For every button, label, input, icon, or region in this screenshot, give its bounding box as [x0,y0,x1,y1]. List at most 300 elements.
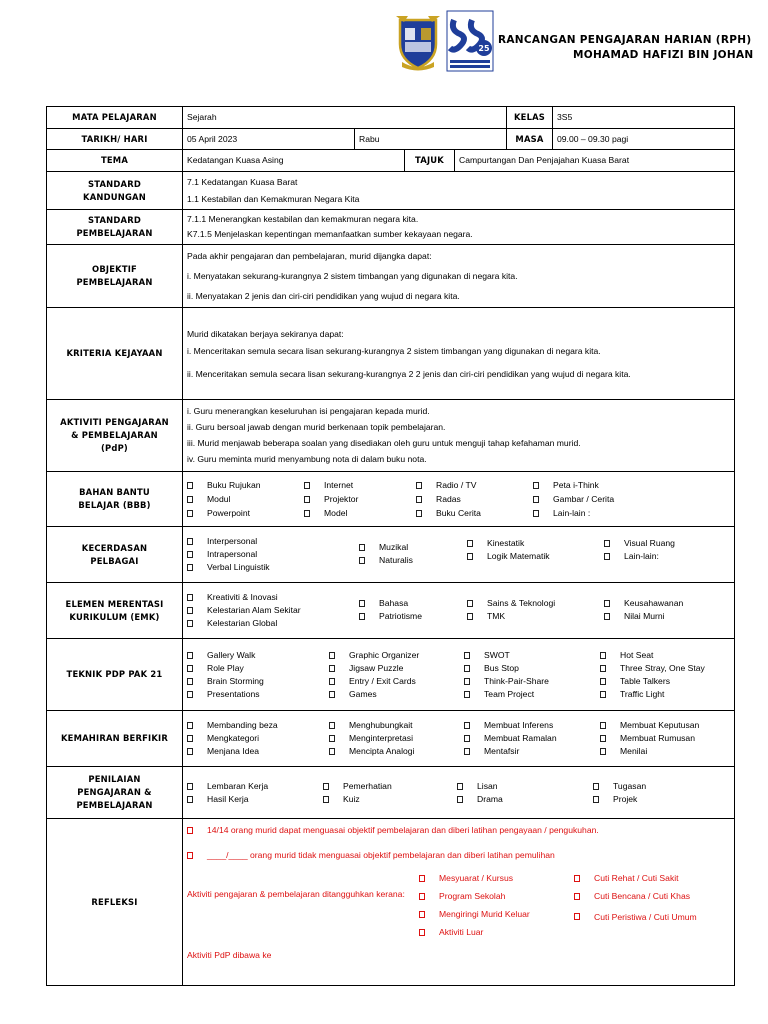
refleksi-sebab-option[interactable] [419,926,574,939]
checkbox-icon[interactable] [187,510,193,517]
emk-label [47,583,183,639]
mata-pelajaran-label: MATA PELAJARAN [47,107,183,129]
berfikir-option[interactable] [329,719,464,732]
kecerdasan-option[interactable] [187,561,359,574]
checkbox-icon[interactable] [329,678,335,685]
option-label: Role Play [207,662,244,673]
pak21-option[interactable] [329,649,464,662]
berfikir-col-1 [187,719,329,758]
pak21-option[interactable] [600,688,705,701]
option-label: Graphic Organizer [349,649,420,660]
bbb-option-label: Gambar / Cerita [553,493,615,504]
checkbox-icon[interactable] [604,540,610,547]
checkbox-icon[interactable] [600,652,606,659]
berfikir-option[interactable] [464,745,600,758]
emk-option[interactable] [187,604,359,617]
bbb-option-label: Buku Cerita [436,507,481,518]
checkbox-icon[interactable] [464,722,470,729]
option-label: Menghubungkait [349,720,413,730]
teacher-name: MOHAMAD HAFIZI BIN JOHAN [573,49,754,61]
row-standard-pembelajaran [47,210,735,245]
option-label: Membuat Ramalan [484,733,557,743]
option-label: Tugasan [613,780,647,791]
option-label: Kuiz [343,793,360,804]
kecerdasan-option[interactable] [187,548,359,561]
bbb-option[interactable] [304,493,416,506]
berfikir-option[interactable] [187,732,329,745]
option-label: Lisan [477,780,498,791]
aktiviti-label [47,400,183,472]
checkbox-icon[interactable] [304,496,310,503]
checkbox-icon[interactable] [359,613,365,620]
option-label: SWOT [484,649,510,660]
emk-option[interactable] [187,591,359,604]
checkbox-icon[interactable] [593,783,599,790]
masa-value: 09.00 – 09.30 pagi [553,129,735,150]
berfikir-option[interactable] [600,732,699,745]
option-label: Mentafsir [484,746,520,756]
refleksi-col-2 [574,872,724,939]
checkbox-icon[interactable] [416,496,422,503]
checkbox-icon[interactable] [604,613,610,620]
checkbox-icon[interactable] [533,482,539,489]
option-label: Kreativiti & Inovasi [207,592,278,602]
refleksi-sebab-option[interactable] [574,872,724,885]
option-label: Cuti Rehat / Cuti Sakit [594,873,679,883]
pak21-option[interactable] [187,649,329,662]
berfikir-col-2 [329,719,464,758]
hari-value: Rabu [355,129,507,150]
checkbox-icon[interactable] [187,564,193,571]
checkbox-icon[interactable] [467,553,473,560]
option-label: Muzikal [379,542,409,552]
option-label: Cuti Bencana / Cuti Khas [594,891,691,901]
pak21-content [183,639,735,711]
option-label: Gallery Walk [207,649,256,660]
row-aktiviti [47,400,735,472]
row-tema [47,150,735,172]
checkbox-icon[interactable] [187,691,193,698]
checkbox-icon[interactable] [593,796,599,803]
checkbox-icon[interactable] [533,510,539,517]
kecerdasan-option[interactable] [467,537,604,550]
objektif-line: ii. Menyatakan 2 jenis dan ciri-ciri pendidikan yang wujud di negara kita. [187,290,460,301]
checkbox-icon[interactable] [600,748,606,755]
aktiviti-line: ii. Guru bersoal jawab dengan murid berkenaan topik pembelajaran. [187,422,446,432]
berfikir-options [187,719,730,758]
option-label: Aktiviti Luar [439,927,484,937]
berfikir-option[interactable] [187,719,329,732]
checkbox-icon[interactable] [464,691,470,698]
penilaian-option[interactable] [323,793,457,806]
pak21-option[interactable] [600,675,705,688]
standard-kandungan-content [183,172,735,210]
emk-col-1 [187,591,359,630]
berfikir-content [183,711,735,767]
checkbox-icon[interactable] [187,482,193,489]
option-label: Jigsaw Puzzle [349,662,404,673]
option-label: Kelestarian Alam Sekitar [207,605,301,615]
bbb-option[interactable] [187,493,304,506]
kecerdasan-option[interactable] [604,537,675,550]
bbb-content [183,472,735,527]
kecerdasan-col-2 [359,535,467,574]
option-label: Program Sekolah [439,891,506,901]
checkbox-icon[interactable] [187,607,193,614]
checkbox-icon[interactable] [416,482,422,489]
checkbox-icon[interactable] [187,783,193,790]
checkbox-icon[interactable] [457,783,463,790]
penilaian-col-1 [187,780,323,806]
bbb-option[interactable] [533,493,673,506]
emk-option[interactable] [359,597,467,610]
penilaian-option[interactable] [457,793,593,806]
pak21-option[interactable] [329,688,464,701]
emk-option[interactable] [359,610,467,623]
bbb-option-label: Powerpoint [207,507,250,518]
bbb-option[interactable] [416,507,533,520]
checkbox-icon[interactable] [187,551,193,558]
emk-option[interactable] [467,597,604,610]
checkbox-icon[interactable] [329,652,335,659]
option-label: Hasil Kerja [207,793,249,804]
emk-col-4 [604,591,683,630]
bbb-option[interactable] [416,493,533,506]
option-label: Mencipta Analogi [349,746,415,756]
refleksi-sebab-option[interactable] [574,890,724,903]
mata-pelajaran-value: Sejarah [183,107,507,129]
checkbox-icon[interactable] [574,913,580,920]
pak21-option[interactable] [187,688,329,701]
emk-options [187,591,730,630]
bbb-option-label: Internet [324,479,354,490]
checkbox-icon[interactable] [604,553,610,560]
option-label: Bus Stop [484,662,519,673]
checkbox-icon[interactable] [187,665,193,672]
checkbox-icon[interactable] [187,496,193,503]
standard-pembelajaran-content [183,210,735,245]
option-label: Lain-lain: [624,551,659,561]
checkbox-icon[interactable] [329,748,335,755]
checkbox-icon[interactable] [187,722,193,729]
berfikir-option[interactable] [464,719,600,732]
checkbox-icon[interactable] [187,594,193,601]
checkbox-icon[interactable] [304,510,310,517]
kecerdasan-label-line: PELBAGAI [90,555,139,566]
checkbox-icon[interactable] [464,652,470,659]
standard-pembelajaran-label [47,210,183,245]
row-objektif [47,245,735,308]
bbb-option-label: Projektor [324,493,359,504]
checkbox-icon[interactable] [187,652,193,659]
penilaian-option[interactable] [323,780,457,793]
bbb-option[interactable] [304,507,416,520]
option-label: Team Project [484,688,535,699]
checkbox-icon[interactable] [464,665,470,672]
kriteria-label: KRITERIA KEJAYAAN [47,308,183,400]
refleksi-line: 14/14 orang murid dapat menguasai objektif pembelajaran dan diberi latihan pengayaan / pengukuhan. [207,825,599,835]
refleksi-option-pemulihan[interactable] [187,849,730,862]
sk-label-line: STANDARD [87,178,142,189]
penilaian-label-line: PENGAJARAN & [77,787,152,797]
checkbox-icon[interactable] [329,691,335,698]
aktiviti-label-line: & PEMBELAJARAN [71,430,158,440]
kecerdasan-option[interactable] [604,550,675,563]
option-label: Brain Storming [207,675,264,686]
aktiviti-content [183,400,735,472]
kecerdasan-label [47,527,183,583]
option-label: Intrapersonal [207,549,258,559]
pak21-option[interactable] [464,688,600,701]
bbb-option-label: Peta i-Think [553,479,599,490]
checkbox-icon[interactable] [600,678,606,685]
refleksi-tangguh [187,872,730,939]
checkbox-icon[interactable] [187,678,193,685]
pak21-option[interactable] [187,662,329,675]
refleksi-label: REFLEKSI [47,819,183,986]
emk-label-line: ELEMEN MERENTASI [65,598,164,609]
option-label: Sains & Teknologi [487,598,556,608]
pak21-col-1 [187,649,329,701]
option-label: Table Talkers [620,675,670,686]
kecerdasan-option[interactable] [467,550,604,563]
checkbox-icon[interactable] [329,735,335,742]
checkbox-icon[interactable] [464,748,470,755]
checkbox-icon[interactable] [187,735,193,742]
pak21-col-4 [600,649,705,701]
penilaian-option[interactable] [187,793,323,806]
checkbox-icon[interactable] [464,678,470,685]
bbb-label [47,472,183,527]
bbb-option[interactable] [416,479,533,492]
row-refleksi [47,819,735,986]
pak21-option[interactable] [600,662,705,675]
checkbox-icon[interactable] [419,875,425,882]
checkbox-icon[interactable] [329,665,335,672]
penilaian-option[interactable] [457,780,593,793]
sk-label-line: KANDUNGAN [83,191,146,202]
objektif-line: i. Menyatakan sekurang-kurangnya 2 sistem timbangan yang digunakan di negara kita. [187,270,518,281]
sp-line: K7.1.5 Menjelaskan kepentingan memanfaatkan sumber kekayaan negara. [187,229,473,239]
objektif-label-line: PEMBELAJARAN [76,277,153,287]
checkbox-icon[interactable] [187,620,193,627]
checkbox-icon[interactable] [416,510,422,517]
refleksi-sebab-option[interactable] [419,908,574,921]
page-header [0,0,768,90]
row-penilaian [47,767,735,819]
option-label: TMK [487,611,506,621]
checkbox-icon[interactable] [467,613,473,620]
pak21-option[interactable] [464,649,600,662]
emk-option[interactable] [604,610,683,623]
kecerdasan-option[interactable] [359,554,467,567]
emk-option[interactable] [187,617,359,630]
checkbox-icon[interactable] [359,544,365,551]
kecerdasan-content [183,527,735,583]
checkbox-icon[interactable] [574,875,580,882]
checkbox-icon[interactable] [457,796,463,803]
checkbox-icon[interactable] [574,893,580,900]
tarikh-label: TARIKH/ HARI [47,129,183,150]
checkbox-icon[interactable] [187,852,193,859]
refleksi-content [183,819,735,986]
bbb-label-line: BELAJAR (BBB) [78,500,151,510]
checkbox-icon[interactable] [323,783,329,790]
bbb-option[interactable] [187,507,304,520]
checkbox-icon[interactable] [323,796,329,803]
berfikir-option[interactable] [329,745,464,758]
checkbox-icon[interactable] [600,722,606,729]
option-label: Verbal Linguistik [207,562,270,572]
checkbox-icon[interactable] [329,722,335,729]
bbb-checkbox-grid [187,479,730,520]
option-label: Bahasa [379,598,409,608]
checkbox-icon[interactable] [600,691,606,698]
tajuk-value: Campurtangan Dan Penjajahan Kuasa Barat [455,150,735,172]
refleksi-option-menguasai[interactable] [187,824,730,837]
sp-label-line: STANDARD [87,215,142,225]
tarikh-value: 05 April 2023 [183,129,355,150]
bbb-option[interactable] [533,479,673,492]
berfikir-col-4 [600,719,699,758]
pak21-option[interactable] [187,675,329,688]
penilaian-col-3 [457,780,593,806]
option-label: Presentations [207,688,260,699]
refleksi-ditangguh-text: Aktiviti pengajaran & pembelajaran ditangguhkan kerana: [187,889,405,899]
pak21-col-3 [464,649,600,701]
option-label: Kinestatik [487,538,525,548]
bbb-option[interactable] [533,507,673,520]
penilaian-options [187,780,730,806]
option-label: Mesyuarat / Kursus [439,873,514,883]
checkbox-icon[interactable] [359,600,365,607]
berfikir-option[interactable] [600,745,699,758]
emk-option[interactable] [604,597,683,610]
kecerdasan-option[interactable] [359,541,467,554]
pak21-option[interactable] [329,662,464,675]
pak21-option[interactable] [464,675,600,688]
option-label: Mengkategori [207,733,260,743]
option-label: Logik Matematik [487,551,550,561]
berfikir-option[interactable] [464,732,600,745]
tajuk-label: TAJUK [405,150,455,172]
aktiviti-line: iv. Guru meminta murid menyambung nota di dalam buku nota. [187,454,427,464]
option-label: Menilai [620,746,648,756]
checkbox-icon[interactable] [533,496,539,503]
penilaian-label-line: PEMBELAJARAN [76,800,153,810]
berfikir-label: KEMAHIRAN BERFIKIR [47,711,183,767]
kecerdasan-col-4 [604,535,675,574]
row-kriteria [47,308,735,400]
penilaian-option[interactable] [593,780,646,793]
checkbox-icon[interactable] [464,735,470,742]
document-title [498,33,766,63]
refleksi-sebab-option[interactable] [419,890,574,903]
pak21-option[interactable] [464,662,600,675]
row-mata-pelajaran [47,107,735,129]
aktiviti-label-line: AKTIVITI PENGAJARAN [60,417,169,427]
bbb-option-label: Radas [436,493,461,504]
kelas-label: KELAS [507,107,553,129]
tema-label: TEMA [47,150,183,172]
masa-label: MASA [507,129,553,150]
objektif-line: Pada akhir pengajaran dan pembelajaran, murid dijangka dapat: [187,250,432,261]
penilaian-option[interactable] [187,780,323,793]
bbb-option-label: Buku Rujukan [207,479,261,490]
penilaian-col-4 [593,780,646,806]
row-emk [47,583,735,639]
checkbox-icon[interactable] [359,557,365,564]
berfikir-option[interactable] [329,732,464,745]
option-label: Games [349,688,377,699]
emk-col-3 [467,591,604,630]
checkbox-icon[interactable] [600,665,606,672]
checkbox-icon[interactable] [467,540,473,547]
option-label: Think-Pair-Share [484,675,549,686]
refleksi-sebab-option[interactable] [419,872,574,885]
option-label: Menjana Idea [207,746,260,756]
kecerdasan-option[interactable] [187,535,359,548]
penilaian-content [183,767,735,819]
option-label: Menginterpretasi [349,733,414,743]
option-label: Hot Seat [620,649,654,660]
option-label: Entry / Exit Cards [349,675,416,686]
checkbox-icon[interactable] [600,735,606,742]
checkbox-icon[interactable] [419,911,425,918]
refleksi-line: ____/____ orang murid tidak menguasai objektif pembelajaran dan diberi latihan pemulihan [207,850,555,860]
sk-line: 7.1 Kedatangan Kuasa Barat [187,176,298,187]
penilaian-label [47,767,183,819]
checkbox-icon[interactable] [187,796,193,803]
berfikir-option[interactable] [600,719,699,732]
kriteria-line: i. Menceritakan semula secara lisan sekurang-kurangnya 2 sistem timbangan yang digunakan di negara kita. [187,345,601,356]
option-label: Mengiringi Murid Keluar [439,909,530,919]
pak21-option[interactable] [329,675,464,688]
option-label: Cuti Peristiwa / Cuti Umum [594,912,697,922]
emk-col-2 [359,591,467,630]
option-label: Lembaran Kerja [207,780,269,791]
checkbox-icon[interactable] [419,893,425,900]
bbb-option-label: Radio / TV [436,479,477,490]
row-kecerdasan [47,527,735,583]
option-label: Membuat Keputusan [620,720,700,730]
pak21-option[interactable] [600,649,705,662]
checkbox-icon[interactable] [419,929,425,936]
refleksi-sebab-option[interactable] [574,908,724,926]
checkbox-icon[interactable] [187,748,193,755]
checkbox-icon[interactable] [187,538,193,545]
title-line-1: RANCANGAN PENGAJARAN HARIAN (RPH) [498,34,752,46]
penilaian-option[interactable] [593,793,646,806]
bbb-option[interactable] [304,479,416,492]
bbb-option-label: Lain-lain : [553,507,591,518]
kelas-value: 3S5 [553,107,735,129]
penilaian-col-2 [323,780,457,806]
aktiviti-label-line: (PdP) [101,443,128,453]
berfikir-option[interactable] [187,745,329,758]
lesson-plan-table [46,106,735,986]
aktiviti-line: i. Guru menerangkan keseluruhan isi pengajaran kepada murid. [187,406,430,416]
emk-option[interactable] [467,610,604,623]
bbb-option[interactable] [187,479,304,492]
row-berfikir [47,711,735,767]
checkbox-icon[interactable] [187,827,193,834]
aktiviti-line: iii. Murid menjawab beberapa soalan yang disediakan oleh guru untuk menguji tahap kefahaman murid. [187,438,581,448]
checkbox-icon[interactable] [604,600,610,607]
checkbox-icon[interactable] [304,482,310,489]
checkbox-icon[interactable] [467,600,473,607]
row-tarikh [47,129,735,150]
